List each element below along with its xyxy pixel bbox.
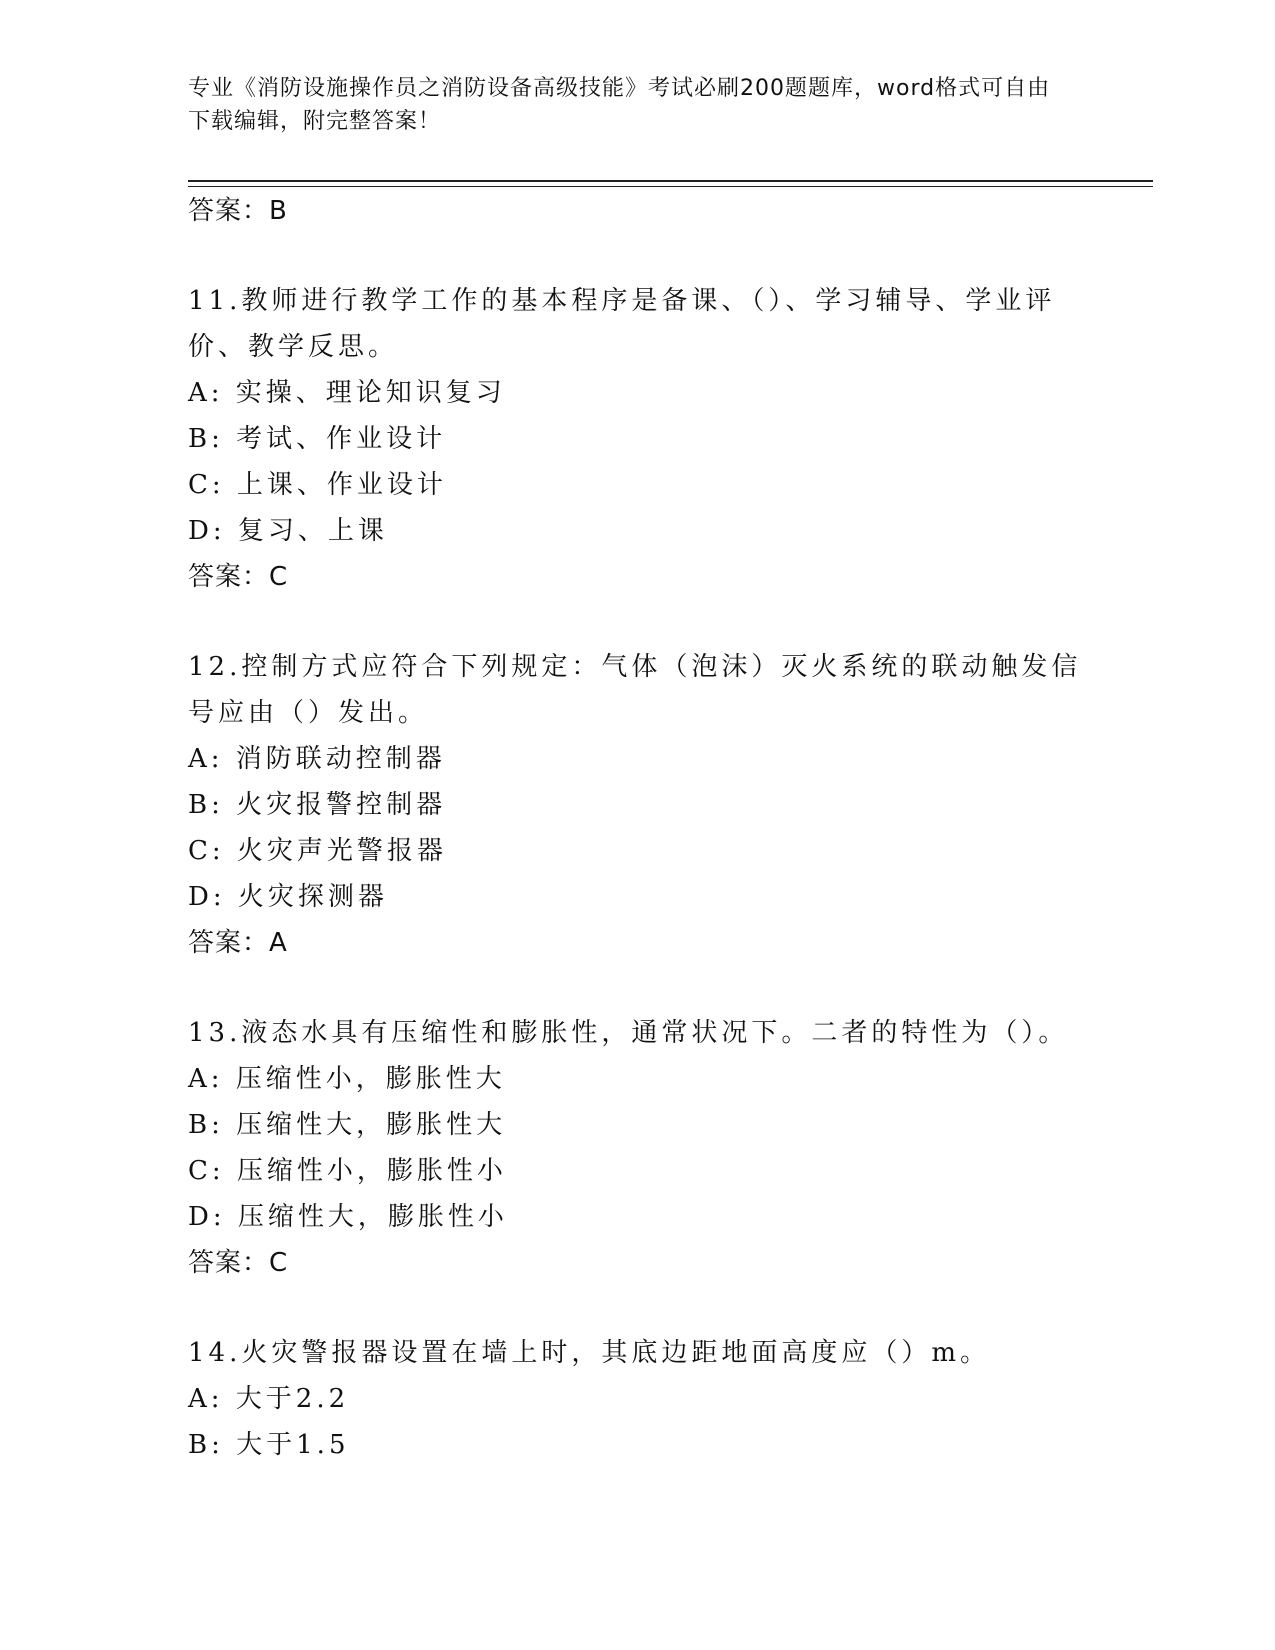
header-divider-thin	[188, 186, 1153, 187]
question-text: 11.教师进行教学工作的基本程序是备课、（）、学习辅导、学业评价、教学反思。	[188, 286, 1056, 362]
question-text: 14.火灾警报器设置在墙上时，其底边距地面高度应（）m。	[188, 1338, 991, 1368]
question-block	[188, 1330, 1088, 1468]
option-c: C: 火灾声光警报器	[188, 836, 447, 866]
document-header: 专业《消防设施操作员之消防设备高级技能》考试必刷200题题库，word格式可自由下载编辑，附完整答案！	[188, 76, 1051, 134]
answer-line: 答案：C	[188, 1248, 289, 1278]
document-body	[188, 188, 1088, 1468]
option-b: B: 压缩性大，膨胀性大	[188, 1110, 507, 1140]
question-block	[188, 278, 1088, 600]
option-d: D: 火灾探测器	[188, 882, 388, 912]
option-b: B: 火灾报警控制器	[188, 790, 447, 820]
option-c: C: 压缩性小，膨胀性小	[188, 1156, 507, 1186]
question-text: 12.控制方式应符合下列规定：气体（泡沫）灭火系统的联动触发信号应由（）发出。	[188, 652, 1082, 728]
option-a: A: 消防联动控制器	[188, 744, 446, 774]
option-a: A: 实操、理论知识复习	[188, 378, 506, 408]
question-block	[188, 1010, 1088, 1286]
question-block	[188, 644, 1088, 966]
option-b: B: 大于1.5	[188, 1430, 350, 1460]
answer-line: 答案：C	[188, 562, 289, 592]
option-b: B: 考试、作业设计	[188, 424, 447, 454]
option-a: A: 压缩性小，膨胀性大	[188, 1064, 506, 1094]
option-c: C: 上课、作业设计	[188, 470, 447, 500]
header-divider	[188, 180, 1153, 182]
option-a: A: 大于2.2	[188, 1384, 350, 1414]
option-d: D: 压缩性大，膨胀性小	[188, 1202, 508, 1232]
option-d: D: 复习、上课	[188, 516, 388, 546]
question-text: 13.液态水具有压缩性和膨胀性，通常状况下。二者的特性为（）。	[188, 1018, 1069, 1048]
answer-line: 答案：B	[188, 196, 288, 226]
answer-line: 答案：A	[188, 928, 288, 958]
